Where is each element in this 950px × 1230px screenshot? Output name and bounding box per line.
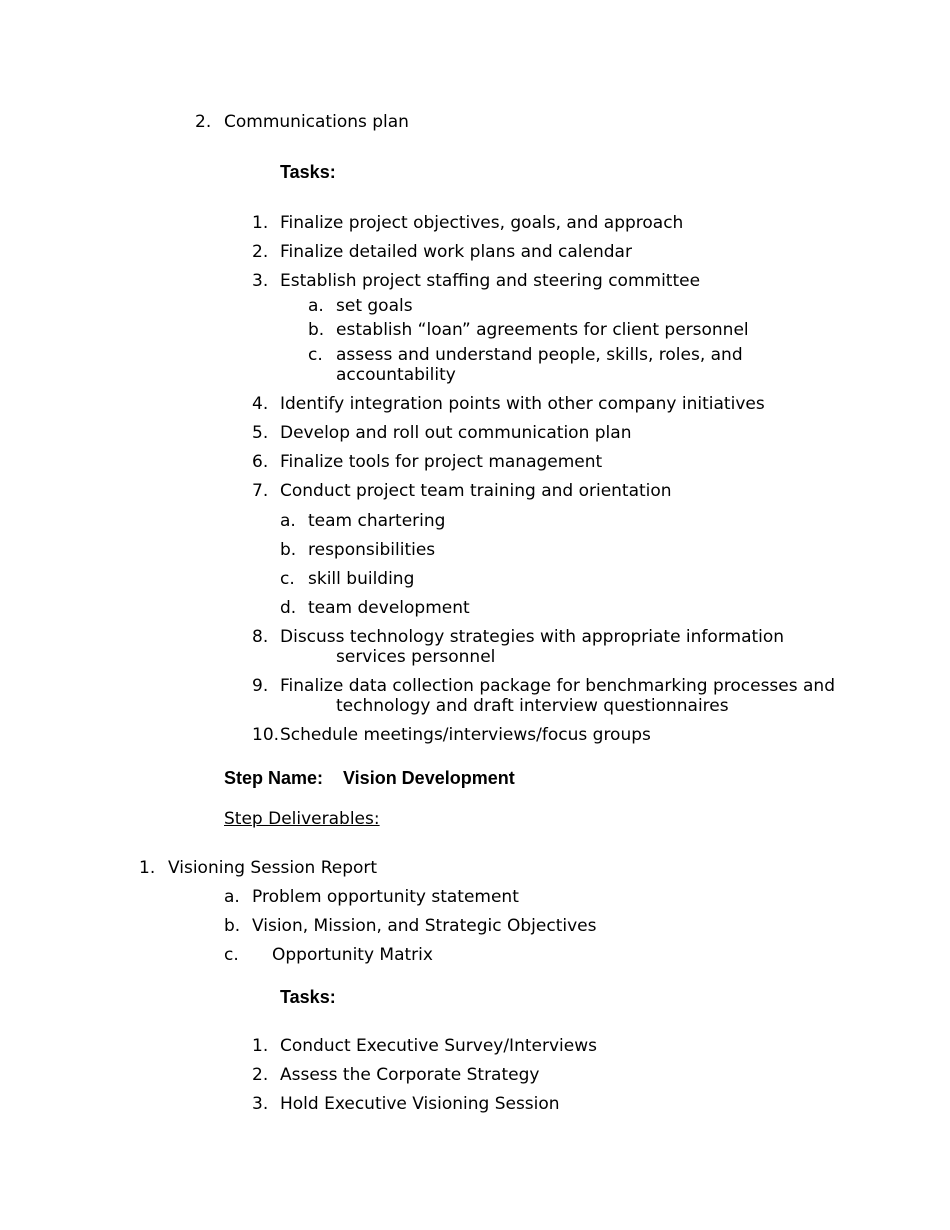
- task-item: Hold Executive Visioning Session: [280, 1094, 560, 1114]
- list-marker: 1.: [252, 213, 269, 233]
- task-subitem: responsibilities: [308, 540, 436, 560]
- list-marker: a.: [280, 511, 296, 531]
- task-subitem: establish “loan” agreements for client personnel: [336, 320, 749, 340]
- list-marker: 3.: [252, 271, 269, 291]
- list-marker: 6.: [252, 452, 269, 472]
- task-item: Discuss technology strategies with appropriate information: [280, 627, 785, 647]
- list-marker: 4.: [252, 394, 269, 414]
- step-name-value: Vision Development: [343, 768, 515, 788]
- list-marker: a.: [308, 296, 324, 316]
- list-marker: 7.: [252, 481, 269, 501]
- task-subitem: team chartering: [308, 511, 446, 531]
- list-marker: b.: [308, 320, 325, 340]
- task-item-continuation: technology and draft interview questionnaires: [336, 696, 729, 716]
- task-item: Finalize tools for project management: [280, 452, 603, 472]
- step-name-label: Step Name:: [224, 768, 324, 788]
- list-marker: b.: [224, 916, 241, 936]
- task-item: Schedule meetings/interviews/focus groups: [280, 725, 651, 745]
- deliverable-subitem: Opportunity Matrix: [272, 945, 433, 965]
- list-marker: 1.: [139, 858, 156, 878]
- task-item: Finalize detailed work plans and calendar: [280, 242, 632, 262]
- deliverable-item: Visioning Session Report: [168, 858, 378, 878]
- task-item: Assess the Corporate Strategy: [280, 1065, 540, 1085]
- list-marker: 1.: [252, 1036, 269, 1056]
- tasks-heading: Tasks:: [280, 987, 336, 1007]
- list-marker: c.: [308, 345, 323, 365]
- task-subitem: assess and understand people, skills, roles, and: [336, 345, 743, 365]
- task-item: Identify integration points with other company initiatives: [280, 394, 765, 414]
- step-deliverables-label: Step Deliverables:: [224, 809, 380, 829]
- task-item-continuation: services personnel: [336, 647, 496, 667]
- list-marker: c.: [280, 569, 295, 589]
- list-marker: 2.: [252, 242, 269, 262]
- task-item: Conduct Executive Survey/Interviews: [280, 1036, 597, 1056]
- task-subitem: team development: [308, 598, 470, 618]
- task-item: Develop and roll out communication plan: [280, 423, 632, 443]
- list-marker: c.: [224, 945, 239, 965]
- section-item-communications-plan: Communications plan: [224, 112, 409, 132]
- list-marker: 9.: [252, 676, 269, 696]
- list-marker: 2.: [195, 112, 212, 132]
- list-marker: b.: [280, 540, 297, 560]
- task-item: Finalize data collection package for benchmarking processes and: [280, 676, 835, 696]
- list-marker: 10.: [252, 725, 280, 745]
- list-marker: d.: [280, 598, 297, 618]
- task-subitem: set goals: [336, 296, 413, 316]
- task-item: Conduct project team training and orientation: [280, 481, 672, 501]
- list-marker: 5.: [252, 423, 269, 443]
- list-marker: a.: [224, 887, 240, 907]
- list-marker: 3.: [252, 1094, 269, 1114]
- tasks-heading: Tasks:: [280, 162, 336, 182]
- task-item: Establish project staffing and steering committee: [280, 271, 701, 291]
- deliverable-subitem: Vision, Mission, and Strategic Objectives: [252, 916, 597, 936]
- list-marker: 2.: [252, 1065, 269, 1085]
- task-item: Finalize project objectives, goals, and approach: [280, 213, 684, 233]
- task-subitem: skill building: [308, 569, 415, 589]
- task-subitem-continuation: accountability: [336, 365, 456, 385]
- list-marker: 8.: [252, 627, 269, 647]
- deliverable-subitem: Problem opportunity statement: [252, 887, 519, 907]
